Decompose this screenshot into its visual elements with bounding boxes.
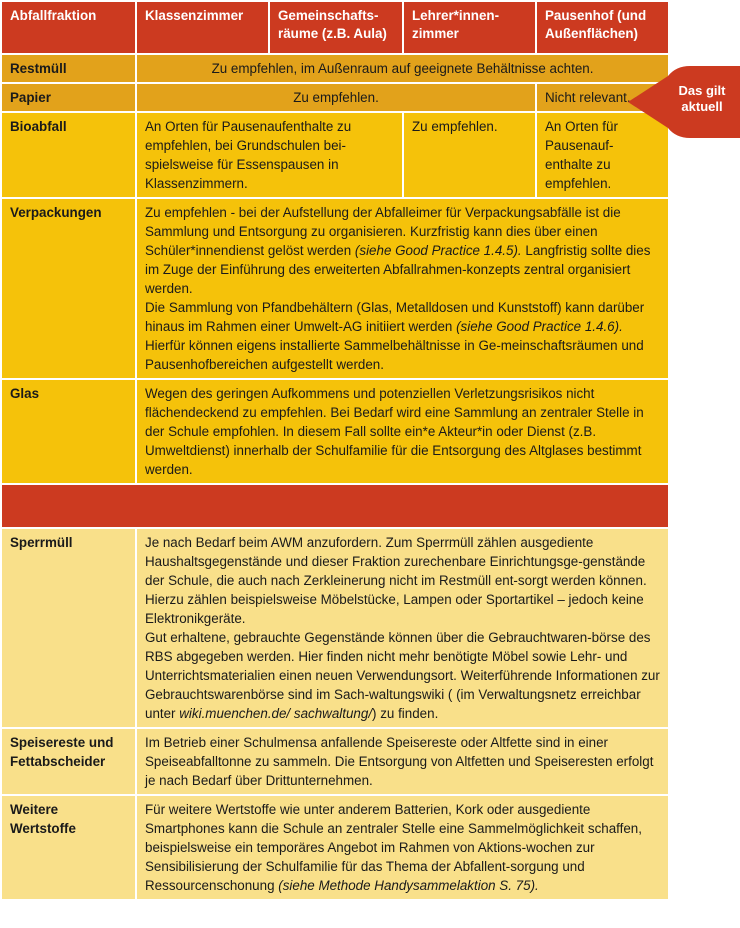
separator-bar	[1, 484, 669, 528]
cell-sperrmuell	[136, 528, 669, 728]
row-verpackungen	[1, 198, 669, 379]
header-row	[1, 1, 669, 54]
label-bioabfall: Bioabfall	[1, 112, 136, 198]
verpackungen-reference-1: (siehe Good Practice 1.4.5).	[354, 243, 522, 258]
header-lehrerzimmer: Lehrer*innen-zimmer	[403, 1, 536, 54]
sperrmuell-wiki-link[interactable]: wiki.muenchen.de/ sachwaltung/	[179, 706, 373, 721]
row-bioabfall	[1, 112, 669, 198]
row-glas	[1, 379, 669, 484]
cell-restmuell: Zu empfehlen, im Außenraum auf geeignete Behältnisse achten.	[136, 54, 669, 83]
cell-papier-pausenhof: Nicht relevant.	[536, 83, 669, 112]
verpackungen-text-4: Hierfür können eigens installierte Sammelbehältnisse in Ge-meinschaftsräumen und Pausenhofbereichen aufgestellt werden.	[145, 338, 644, 372]
label-speisereste: Speisereste und Fettabscheider	[1, 728, 136, 795]
sperrmuell-text-1: Je nach Bedarf beim AWM anzufordern. Zum Sperrmüll zählen ausgediente Haushaltsgegenstände und dieser Fraktion zurechenbare Einrichtungsge-genstände der Schule, die auch nach Zerkleinerung nicht im Restmüll ent-sorgt werden können. Hierzu zählen beispielsweise Möbelstücke, Lampen oder Sportartikel – jedoch keine Elektronikgeräte.	[145, 535, 647, 626]
current-badge	[664, 83, 740, 115]
cell-bioabfall-lehrer: Zu empfehlen.	[403, 112, 536, 198]
label-verpackungen: Verpackungen	[1, 198, 136, 379]
sperrmuell-text-3: ) zu finden.	[372, 706, 439, 721]
verpackungen-text-3: Die Sammlung von Pfandbehältern (Glas, Metalldosen und Kunststoff) kann darüber hinaus im Rahmen einer Umwelt-AG initiiert werden	[145, 300, 645, 334]
label-weitere-wertstoffe: Weitere Wertstoffe	[1, 795, 136, 900]
row-speisereste	[1, 728, 669, 795]
cell-papier: Zu empfehlen.	[136, 83, 536, 112]
row-restmuell	[1, 54, 669, 83]
weitere-text: Für weitere Wertstoffe wie unter anderem Batterien, Kork oder ausgediente Smartphones kann die Schule an zentraler Stelle eine Sammelmöglichkeit schaffen, beispielsweise ein temporäres Angebot im Rahmen von Aktions-wochen zur Sensibilisierung der Schulfamilie für das Thema der Abfallent-sorgung und Ressourcenschonung	[145, 802, 642, 893]
row-sperrmuell	[1, 528, 669, 728]
header-gemeinschaftsraeume: Gemeinschafts-räume (z.B. Aula)	[269, 1, 403, 54]
row-weitere-wertstoffe	[1, 795, 669, 900]
verpackungen-text-2: Langfristig sollte dies im Zuge der Einführung des erweiterten Abfallrahmen-konzepts zentral organisiert werden.	[145, 243, 651, 296]
label-papier: Papier	[1, 83, 136, 112]
badge-line-1: Das gilt	[678, 83, 726, 98]
header-pausenhof: Pausenhof (und Außenflächen)	[536, 1, 669, 54]
header-abfallfraktion: Abfallfraktion	[1, 1, 136, 54]
label-sperrmuell: Sperrmüll	[1, 528, 136, 728]
verpackungen-text-1: Zu empfehlen - bei der Aufstellung der Abfalleimer für Verpackungsabfälle ist die Sammlung und Entsorgung zu organisieren. Kurzfristig kann dies über einen Schüler*innendienst gelöst werden	[145, 205, 621, 258]
cell-weitere-wertstoffe	[136, 795, 669, 900]
weitere-reference: (siehe Methode Handysammelaktion S. 75).	[278, 878, 539, 893]
label-glas: Glas	[1, 379, 136, 484]
row-papier	[1, 83, 669, 112]
header-klassenzimmer: Klassenzimmer	[136, 1, 269, 54]
label-restmuell: Restmüll	[1, 54, 136, 83]
sperrmuell-text-2: Gut erhaltene, gebrauchte Gegenstände können über die Gebrauchtwaren-börse des RBS abgegeben werden. Hier finden nicht mehr benötigte Möbel sowie Lehr- und Unterrichtsmaterialien einen neuen Verwendungsort. Weiterführende Informationen zur Gebrauchtswarenbörse sind im Sach-waltungswiki ( (im Verwaltungsnetz erreichbar unter	[145, 630, 660, 721]
cell-speisereste: Im Betrieb einer Schulmensa anfallende Speisereste oder Altfette sind in einer Speiseabfalltonne zu sammeln. Die Entsorgung von Altfetten und Speiseresten erfolgt je nach Bedarf über Drittunternehmen.	[136, 728, 669, 795]
verpackungen-reference-2: (siehe Good Practice 1.4.6).	[456, 319, 623, 334]
badge-line-2: aktuell	[681, 99, 723, 114]
cell-bioabfall: An Orten für Pausenaufenthalte zu empfehlen, bei Grundschulen bei-spielsweise für Essenspausen in Klassenzimmern.	[136, 112, 403, 198]
cell-bioabfall-pausenhof: An Orten für Pausenauf-enthalte zu empfehlen.	[536, 112, 669, 198]
separator-row	[1, 484, 669, 528]
cell-verpackungen	[136, 198, 669, 379]
cell-glas: Wegen des geringen Aufkommens und potenziellen Verletzungsrisikos nicht flächendeckend zu empfehlen. Bei Bedarf wird eine Sammlung an zentraler Stelle in der Schule empfohlen. In diesem Fall sollte ein*e Akteur*in oder Dienst (z.B. Umweltdienst) innerhalb der Schulfamilie für die Entsorgung des Altglases bestimmt werden.	[136, 379, 669, 484]
